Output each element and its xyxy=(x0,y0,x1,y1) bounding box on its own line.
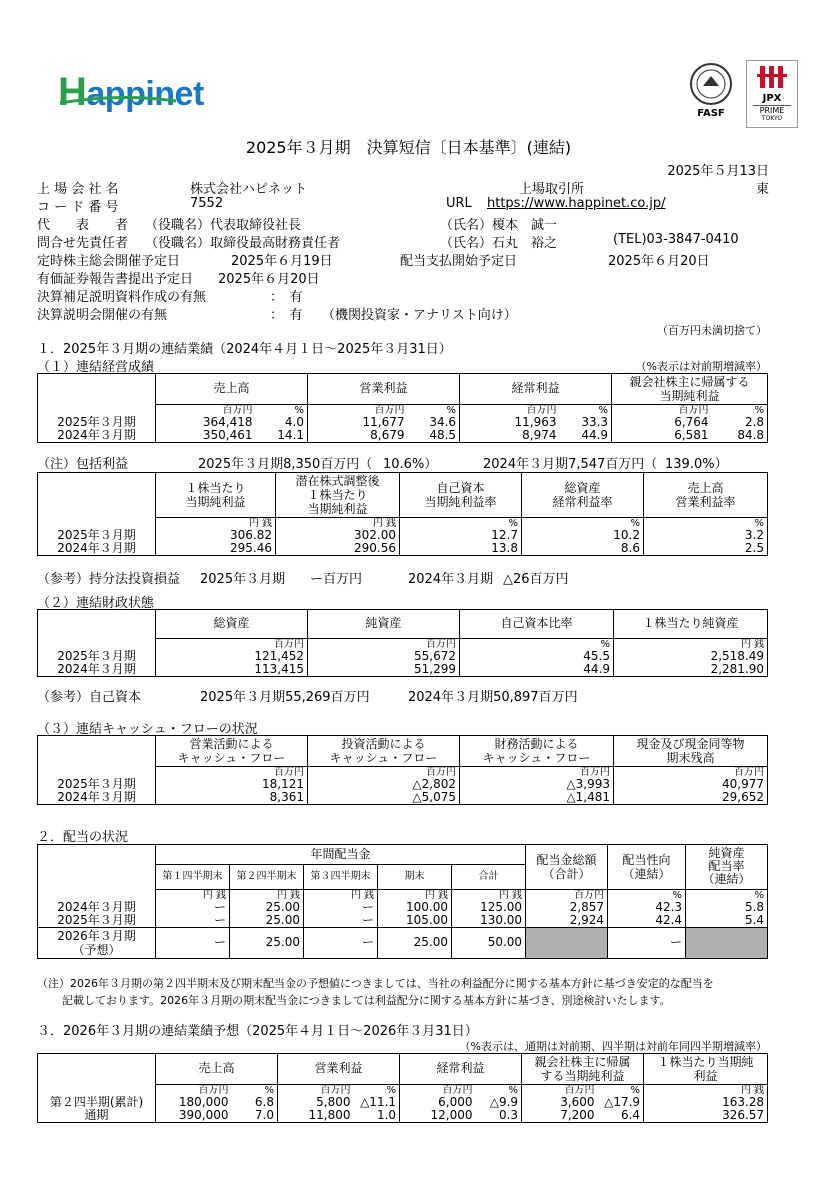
cell: 18,121 xyxy=(156,778,308,791)
ci-label: （注）包括利益 xyxy=(37,457,129,472)
unit: 百万円 xyxy=(156,766,308,778)
col-roa-l2: 経常利益率 xyxy=(552,494,613,509)
col-total-dividend-l1: 配当金総額 xyxy=(536,852,597,867)
cell: 306.82 xyxy=(156,529,276,542)
col-diluted-eps xyxy=(276,473,400,518)
col-operating-cf xyxy=(156,736,308,767)
col-eps-l2: 当期純利益 xyxy=(185,494,246,509)
unit: % xyxy=(460,638,614,650)
col-ordinary-income: 経常利益 xyxy=(460,374,612,405)
cell: 34.6 xyxy=(408,416,460,429)
cell: 6,000 xyxy=(400,1096,476,1109)
col-roe-l2: 当期純利益率 xyxy=(424,494,497,509)
cell: 8,974 xyxy=(460,429,560,443)
unit: % xyxy=(256,404,308,416)
cell: 44.9 xyxy=(560,429,612,443)
unit: % xyxy=(232,1084,278,1096)
contact-title: （役職名）取締役最高財務責任者 xyxy=(145,236,341,251)
cell: 11,963 xyxy=(460,416,560,429)
document-title: 2025年３月期 決算短信〔日本基準〕(連結) xyxy=(245,138,572,157)
col-cash-balance-l1: 現金及び現金同等物 xyxy=(636,736,745,751)
cell: ー xyxy=(156,927,230,958)
col-financing-cf-l1: 財務活動による xyxy=(494,736,579,751)
report-date: 2025年６月20日 xyxy=(218,272,320,287)
briefing-value: ： 有 （機関投資家・アナリスト向け） xyxy=(270,308,517,323)
ci-current: 2025年３月期8,350百万円（ xyxy=(198,457,373,472)
cell: 25.00 xyxy=(230,901,304,914)
section3-title: ３．2026年３月期の連結業績予想（2025年４月１日～2026年３月31日） xyxy=(37,1024,478,1039)
table-row xyxy=(38,1096,768,1109)
unit: 円 銭 xyxy=(156,889,230,901)
unit: % xyxy=(560,404,612,416)
col-payout-ratio xyxy=(608,845,686,890)
col-net-income xyxy=(522,1054,644,1085)
unit: 百万円 xyxy=(460,766,614,778)
cell: 10.2 xyxy=(522,529,644,542)
cell: 25.00 xyxy=(230,927,304,958)
cell: 13.8 xyxy=(400,542,522,556)
col-doe-l2: 配当率 xyxy=(708,859,745,874)
col-cash-balance-l2: 期末残高 xyxy=(666,750,715,765)
col-payout-ratio-l2: （連結） xyxy=(622,866,671,881)
row-label: 2024年３月期 xyxy=(38,901,156,914)
unit: % xyxy=(408,404,460,416)
dividend-note-line1: （注）2026年３月期の第２四半期末及び期末配当金の予想値につきましては、当社の利益配分に関する基本方針に基づき安定的な配当を xyxy=(37,977,714,990)
col-margin-l1: 売上高 xyxy=(687,480,724,495)
briefing-label: 決算説明会開催の有無 xyxy=(37,308,168,323)
row-label: 2024年３月期 xyxy=(38,542,156,556)
supp-label: 決算補足説明資料作成の有無 xyxy=(37,290,207,305)
company-logo: Happinet xyxy=(58,70,204,114)
cell: 12,000 xyxy=(400,1109,476,1123)
row-label: 2024年３月期 xyxy=(38,791,156,805)
company-name: 株式会社ハピネット xyxy=(190,182,308,197)
unit: 円 銭 xyxy=(644,1084,768,1096)
release-date: 2025年５月13日 xyxy=(667,164,769,179)
table-row xyxy=(38,791,768,805)
row-label: 2024年３月期 xyxy=(38,663,156,677)
ci-prior-pct: 139.0%） xyxy=(665,457,728,472)
jpx-city: TOKYO xyxy=(761,115,783,122)
cell: 29,652 xyxy=(614,791,768,805)
cell: 113,415 xyxy=(156,663,308,677)
cell: 48.5 xyxy=(408,429,460,443)
unit: % xyxy=(598,1084,644,1096)
cell: ー xyxy=(304,914,378,928)
col-cash-balance xyxy=(614,736,768,767)
col-q3: 第３四半期末 xyxy=(304,865,378,889)
unit: 百万円 xyxy=(526,889,608,901)
unit: 円 銭 xyxy=(304,889,378,901)
cell: △5,075 xyxy=(308,791,460,805)
logo-swoosh xyxy=(58,95,178,107)
equity-prior-value: △26百万円 xyxy=(503,572,569,587)
operating-results-table xyxy=(37,373,768,443)
cell: 8.6 xyxy=(522,542,644,556)
rounding-note: （百万円未満切捨て） xyxy=(657,324,767,337)
col-payout-ratio-l1: 配当性向 xyxy=(622,852,671,867)
cell: 180,000 xyxy=(156,1096,232,1109)
unit: 百万円 xyxy=(400,1084,476,1096)
unit-blank xyxy=(38,404,156,416)
unit-blank xyxy=(38,889,156,901)
col-net-assets: 純資産 xyxy=(308,610,460,639)
section3-note: （%表示は、通期は対前期、四半期は対前年同四半期増減率） xyxy=(459,1040,767,1053)
equity-current-value: ー百万円 xyxy=(310,572,363,587)
cell: 8,679 xyxy=(308,429,408,443)
unit: 百万円 xyxy=(612,404,712,416)
url-label: URL xyxy=(446,196,472,211)
fasf-label: FASF xyxy=(697,108,725,119)
unit-blank xyxy=(38,1084,156,1096)
cell: ー xyxy=(156,901,230,914)
cell: 326.57 xyxy=(644,1109,768,1123)
table-row xyxy=(38,1109,768,1123)
unit: % xyxy=(712,404,768,416)
col-operating-cf-l2: キャッシュ・フロー xyxy=(177,750,286,765)
exchange-value: 東 xyxy=(756,182,770,197)
header-blank xyxy=(38,374,156,405)
unit: 円 銭 xyxy=(378,889,452,901)
cell: △1,481 xyxy=(460,791,614,805)
cell: 6,581 xyxy=(612,429,712,443)
table-row xyxy=(38,914,768,928)
row-label: 2025年３月期 xyxy=(38,416,156,429)
unit: 百万円 xyxy=(308,766,460,778)
cell: 125.00 xyxy=(452,901,526,914)
row-label xyxy=(38,927,156,958)
forecast-row xyxy=(38,927,768,958)
forecast-table xyxy=(37,1053,768,1123)
rep-name: （氏名）榎本 誠一 xyxy=(440,218,558,233)
col-ordinary-income: 経常利益 xyxy=(400,1054,522,1085)
col-net-income-l2: 当期純利益 xyxy=(659,388,720,403)
cell: 40,977 xyxy=(614,778,768,791)
cell: ー xyxy=(304,901,378,914)
company-url-link[interactable]: https://www.happinet.co.jp/ xyxy=(487,196,666,211)
cell: 350,461 xyxy=(156,429,256,443)
col-equity-ratio: 自己資本比率 xyxy=(460,610,614,639)
cell: △11.1 xyxy=(354,1096,400,1109)
col-doe xyxy=(686,845,768,890)
cell: 45.5 xyxy=(460,650,614,663)
col-year-end: 期末 xyxy=(378,865,452,889)
cell: 6.8 xyxy=(232,1096,278,1109)
ci-current-pct: 10.6%） xyxy=(383,457,438,472)
unit: 円 銭 xyxy=(230,889,304,901)
jpx-badge xyxy=(746,60,798,128)
cell: 84.8 xyxy=(712,429,768,443)
cell: 0.3 xyxy=(476,1109,522,1123)
company-label: 上 場 会 社 名 xyxy=(37,182,119,197)
cell: 50.00 xyxy=(452,927,526,958)
unit: % xyxy=(354,1084,400,1096)
cell: 11,677 xyxy=(308,416,408,429)
shaded-cell xyxy=(526,927,608,958)
col-sales: 売上高 xyxy=(156,1054,278,1085)
unit: 円 銭 xyxy=(614,638,768,650)
cell: 7.0 xyxy=(232,1109,278,1123)
unit-blank xyxy=(38,517,156,529)
contact-label: 問合せ先責任者 xyxy=(37,236,129,251)
cash-flow-table xyxy=(37,735,768,805)
contact-name: （氏名）石丸 裕之 xyxy=(440,236,558,251)
row-label: 2024年３月期 xyxy=(38,429,156,443)
col-net-income-l1: 親会社株主に帰属する xyxy=(629,374,750,389)
cell: 12.7 xyxy=(400,529,522,542)
col-eps-l2: 利益 xyxy=(693,1068,718,1083)
unit: 百万円 xyxy=(156,638,308,650)
cell: 2,518.49 xyxy=(614,650,768,663)
financial-position-table xyxy=(37,609,768,677)
report-label: 有価証券報告書提出予定日 xyxy=(37,272,194,287)
cell: △9.9 xyxy=(476,1096,522,1109)
dividend-note-line2: 記載しております。2026年３月期の期末配当金につきましては利益配分に関する基本方針に基づき、別途検討いたします。 xyxy=(62,994,671,1007)
col-roe-l1: 自己資本 xyxy=(436,480,485,495)
cell: 8,361 xyxy=(156,791,308,805)
col-financing-cf-l2: キャッシュ・フロー xyxy=(482,750,591,765)
equity-current-label: 2025年３月期 xyxy=(200,572,286,587)
col-roa xyxy=(522,473,644,518)
cell: 364,418 xyxy=(156,416,256,429)
cell: 7,200 xyxy=(522,1109,598,1123)
unit: % xyxy=(644,517,768,529)
cell: 5.4 xyxy=(686,914,768,928)
own-cap-current: 2025年３月期55,269百万円 xyxy=(200,690,370,705)
cell: △17.9 xyxy=(598,1096,644,1109)
ci-prior: 2024年３月期7,547百万円（ xyxy=(483,457,658,472)
agm-label: 定時株主総会開催予定日 xyxy=(37,254,181,269)
col-margin xyxy=(644,473,768,518)
header-blank xyxy=(38,610,156,639)
col-investing-cf-l2: キャッシュ・フロー xyxy=(329,750,438,765)
cell: 163.28 xyxy=(644,1096,768,1109)
table-row xyxy=(38,650,768,663)
cell: 51,299 xyxy=(308,663,460,677)
unit: % xyxy=(608,889,686,901)
cell: 42.4 xyxy=(608,914,686,928)
unit-blank xyxy=(38,638,156,650)
exchange-label: 上場取引所 xyxy=(519,182,585,197)
jpx-prime: PRIME xyxy=(753,105,791,115)
col-eps-l1: １株当たり当期純 xyxy=(657,1054,754,1069)
col-investing-cf xyxy=(308,736,460,767)
col-investing-cf-l1: 投資活動による xyxy=(341,736,426,751)
col-doe-l3: （連結） xyxy=(702,872,751,887)
unit: 円 銭 xyxy=(452,889,526,901)
cell: ー xyxy=(304,927,378,958)
cell: 5.8 xyxy=(686,901,768,914)
cell: 55,672 xyxy=(308,650,460,663)
col-total-assets: 総資産 xyxy=(156,610,308,639)
code-label: コ ー ド 番 号 xyxy=(37,200,119,215)
cell: 6,764 xyxy=(612,416,712,429)
row-label: 通期 xyxy=(38,1109,156,1123)
col-roa-l1: 総資産 xyxy=(564,480,601,495)
unit: 百万円 xyxy=(522,1084,598,1096)
col-q1: 第１四半期末 xyxy=(156,865,230,889)
col-operating-income: 営業利益 xyxy=(278,1054,400,1085)
unit: 百万円 xyxy=(460,404,560,416)
header-blank xyxy=(38,736,156,767)
col-eps xyxy=(644,1054,768,1085)
col-net-income-l2: する当期純利益 xyxy=(540,1068,625,1083)
col-net-income xyxy=(612,374,768,405)
subsection2-title: （２）連結財政状態 xyxy=(37,596,155,611)
col-eps-l1: １株当たり xyxy=(185,480,246,495)
own-cap-label: （参考）自己資本 xyxy=(37,690,142,705)
cell: ー xyxy=(608,927,686,958)
header-blank xyxy=(38,1054,156,1085)
col-diluted-eps-l2: １株当たり xyxy=(307,487,368,502)
cell: 11,800 xyxy=(278,1109,354,1123)
cell: 295.46 xyxy=(156,542,276,556)
col-financing-cf xyxy=(460,736,614,767)
row-label: 第２四半期(累計) xyxy=(38,1096,156,1109)
equity-prior-label: 2024年３月期 xyxy=(408,572,494,587)
col-doe-l1: 純資産 xyxy=(708,846,745,861)
cell: 2.8 xyxy=(712,416,768,429)
unit: % xyxy=(522,517,644,529)
table-row xyxy=(38,901,768,914)
col-total-dividend xyxy=(526,845,608,890)
div-start-label: 配当支払開始予定日 xyxy=(400,254,518,269)
section1-title: １．2025年３月期の連結業績（2024年４月１日～2025年３月31日） xyxy=(37,342,452,357)
cell: 44.9 xyxy=(460,663,614,677)
unit: 百万円 xyxy=(308,638,460,650)
forecast-label-l2: （予想） xyxy=(72,942,121,957)
shaded-cell xyxy=(686,927,768,958)
table-row xyxy=(38,663,768,677)
cell: 302.00 xyxy=(276,529,400,542)
subsection1-note: （%表示は対前期増減率） xyxy=(635,360,767,373)
row-label: 2025年３月期 xyxy=(38,650,156,663)
cell: 42.3 xyxy=(608,901,686,914)
table-row xyxy=(38,429,768,443)
cell: 390,000 xyxy=(156,1109,232,1123)
cell: 33.3 xyxy=(560,416,612,429)
forecast-label-l1: 2026年３月期 xyxy=(57,928,136,943)
jpx-mark-icon xyxy=(757,64,787,90)
col-margin-l2: 営業利益率 xyxy=(675,494,736,509)
cell: 100.00 xyxy=(378,901,452,914)
cell: 3,600 xyxy=(522,1096,598,1109)
cell: 2.5 xyxy=(644,542,768,556)
rep-label: 代 表 者 xyxy=(37,218,129,233)
fasf-seal-icon xyxy=(689,62,733,106)
col-diluted-eps-l1: 潜在株式調整後 xyxy=(295,473,380,488)
own-cap-prior: 2024年３月期50,897百万円 xyxy=(408,690,578,705)
col-operating-cf-l1: 営業活動による xyxy=(189,736,274,751)
cell: 5,800 xyxy=(278,1096,354,1109)
row-label: 2025年３月期 xyxy=(38,529,156,542)
unit-blank xyxy=(38,766,156,778)
code-value: 7552 xyxy=(190,196,224,211)
col-q2: 第２四半期末 xyxy=(230,865,304,889)
header-blank xyxy=(38,473,156,518)
unit: 円 銭 xyxy=(156,517,276,529)
rep-title: （役職名）代表取締役社長 xyxy=(145,218,302,233)
cell: 25.00 xyxy=(230,914,304,928)
col-net-income-l1: 親会社株主に帰属 xyxy=(534,1054,631,1069)
per-share-table xyxy=(37,472,768,556)
table-row xyxy=(38,529,768,542)
cell: 3.2 xyxy=(644,529,768,542)
cell: 4.0 xyxy=(256,416,308,429)
table-row xyxy=(38,542,768,556)
section2-title: ２．配当の状況 xyxy=(37,830,129,845)
table-row xyxy=(38,778,768,791)
header-blank xyxy=(38,845,156,890)
cell: 2,857 xyxy=(526,901,608,914)
col-bps: １株当たり純資産 xyxy=(614,610,768,639)
row-label: 2025年３月期 xyxy=(38,914,156,928)
cell: 2,281.90 xyxy=(614,663,768,677)
unit: % xyxy=(686,889,768,901)
unit: % xyxy=(400,517,522,529)
unit: 百万円 xyxy=(156,404,256,416)
cell: 6.4 xyxy=(598,1109,644,1123)
cell: 14.1 xyxy=(256,429,308,443)
col-group-annual-dividend: 年間配当金 xyxy=(156,845,526,865)
equity-label: （参考）持分法投資損益 xyxy=(37,572,181,587)
fasf-badge xyxy=(688,62,734,120)
cell: 290.56 xyxy=(276,542,400,556)
unit: 百万円 xyxy=(614,766,768,778)
col-eps xyxy=(156,473,276,518)
dividend-table xyxy=(37,844,768,959)
unit: 円 銭 xyxy=(276,517,400,529)
cell: 105.00 xyxy=(378,914,452,928)
col-diluted-eps-l3: 当期純利益 xyxy=(307,501,368,516)
col-total-dividend-l2: （合計） xyxy=(542,866,591,881)
cell: 1.0 xyxy=(354,1109,400,1123)
cell: △2,802 xyxy=(308,778,460,791)
unit: 百万円 xyxy=(156,1084,232,1096)
jpx-label: JPX xyxy=(762,93,782,104)
table-row xyxy=(38,416,768,429)
row-label: 2025年３月期 xyxy=(38,778,156,791)
subsection3-title: （３）連結キャッシュ・フローの状況 xyxy=(37,722,258,737)
cell: △3,993 xyxy=(460,778,614,791)
cell: 25.00 xyxy=(378,927,452,958)
cell: 2,924 xyxy=(526,914,608,928)
subsection1-title: （１）連結経営成績 xyxy=(37,360,155,375)
unit: 百万円 xyxy=(308,404,408,416)
col-sales: 売上高 xyxy=(156,374,308,405)
cell: 130.00 xyxy=(452,914,526,928)
unit: % xyxy=(476,1084,522,1096)
contact-tel: (TEL)03-3847-0410 xyxy=(613,232,739,247)
cell: ー xyxy=(156,914,230,928)
agm-date: 2025年６月19日 xyxy=(231,254,333,269)
col-operating-income: 営業利益 xyxy=(308,374,460,405)
cell: 121,452 xyxy=(156,650,308,663)
unit: 百万円 xyxy=(278,1084,354,1096)
col-roe xyxy=(400,473,522,518)
div-start-date: 2025年６月20日 xyxy=(608,254,710,269)
col-total: 合計 xyxy=(452,865,526,889)
supp-value: ： 有 xyxy=(270,290,303,305)
